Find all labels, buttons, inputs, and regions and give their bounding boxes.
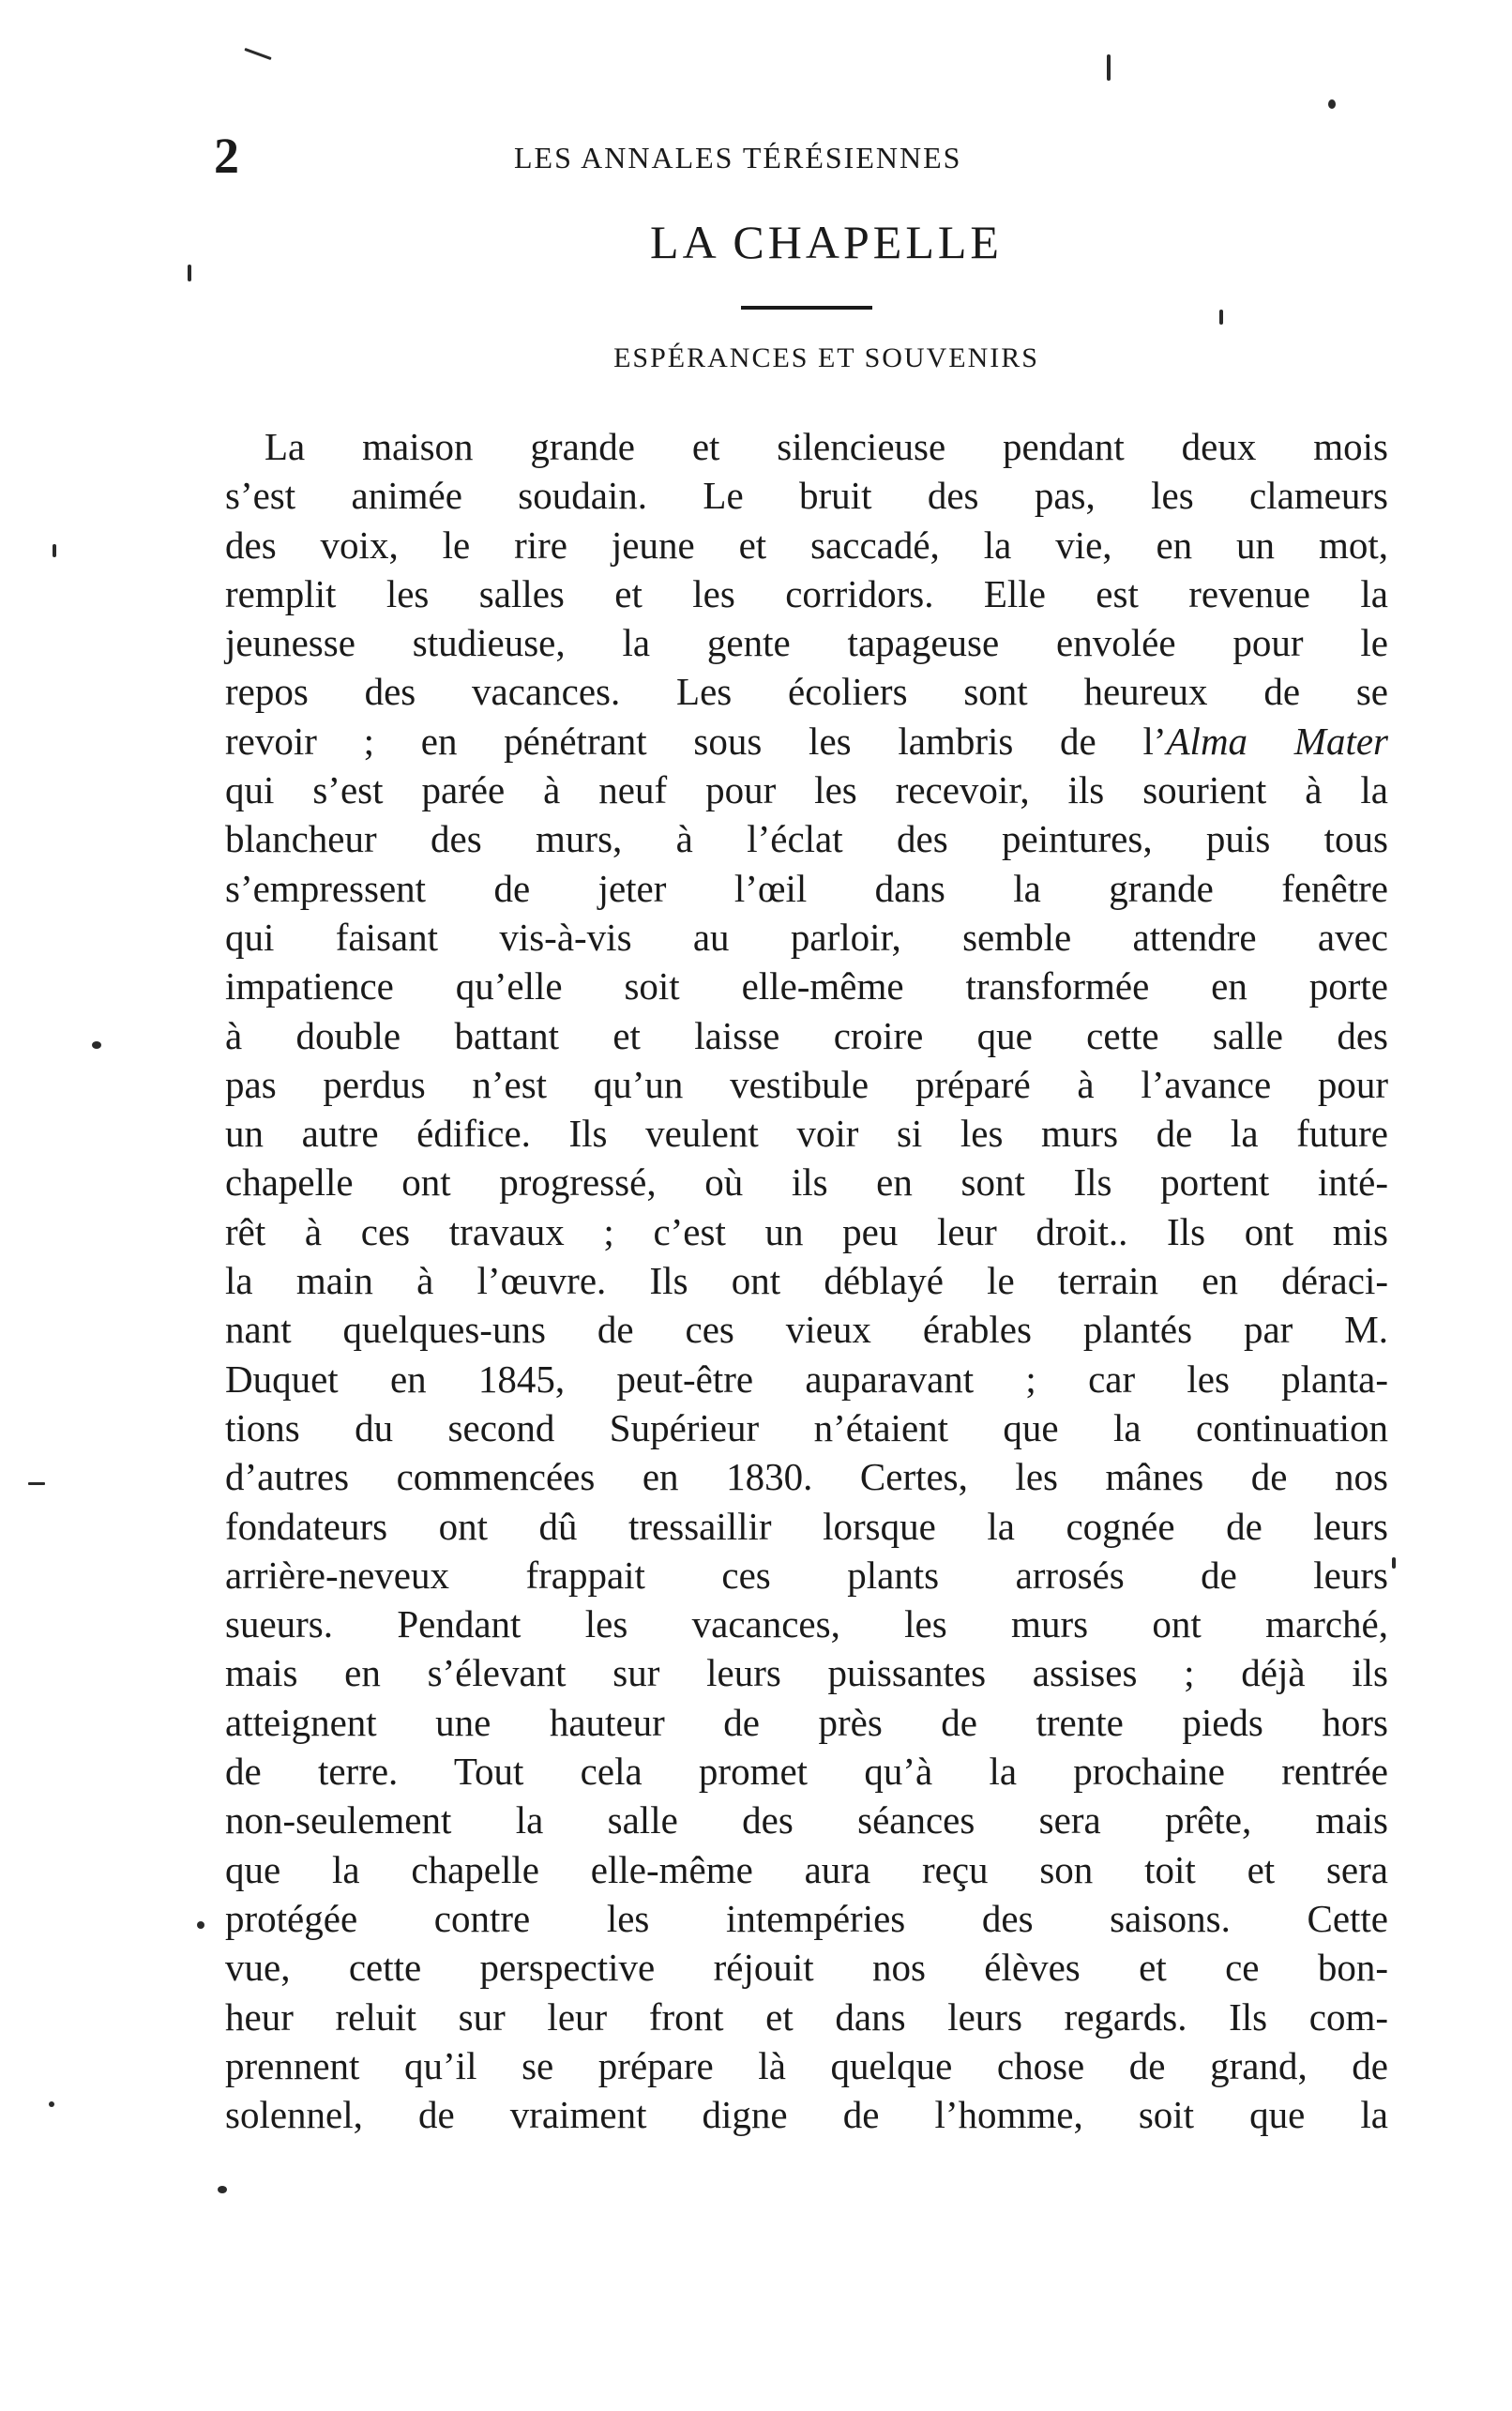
text-line: solennel, de vraiment digne de l’homme, soit que la bbox=[225, 2093, 1388, 2137]
text-line: pas perdus n’est qu’un vestibule préparé à l’avance pour bbox=[225, 1062, 1388, 1106]
scan-speck bbox=[92, 1041, 101, 1049]
text-line: remplit les salles et les corridors. Elle est revenue la bbox=[225, 571, 1388, 615]
text-line: qui s’est parée à neuf pour les recevoir, ils sourient à la bbox=[225, 768, 1388, 812]
text-line: un autre édifice. Ils veulent voir si les murs de la future bbox=[225, 1112, 1388, 1156]
text-line: s’est animée soudain. Le bruit des pas, les clameurs bbox=[225, 474, 1388, 518]
page-number: 2 bbox=[214, 128, 239, 184]
text-line: impatience qu’elle soit elle-même transformée en porte bbox=[225, 964, 1388, 1008]
text-line: chapelle ont progressé, où ils en sont Ils portent inté- bbox=[225, 1160, 1388, 1205]
text-line: blancheur des murs, à l’éclat des peintures, puis tous bbox=[225, 817, 1388, 861]
text-line: heur reluit sur leur front et dans leurs regards. Ils com- bbox=[225, 1994, 1388, 2039]
body-text bbox=[225, 422, 1388, 2139]
scan-speck bbox=[1328, 99, 1336, 109]
text-line: jeunesse studieuse, la gente tapageuse envolée pour le bbox=[225, 621, 1388, 665]
running-title: LES ANNALES TÉRÉSIENNES bbox=[514, 141, 962, 174]
text-line: fondateurs ont dû tressaillir lorsque la cognée de leurs bbox=[225, 1504, 1388, 1548]
scan-speck bbox=[197, 1921, 204, 1929]
text-line: rêt à ces travaux ; c’est un peu leur droit.. Ils ont mis bbox=[225, 1209, 1388, 1253]
scan-speck bbox=[53, 544, 56, 557]
scan-speck bbox=[1219, 310, 1223, 325]
text-line: nant quelques-uns de ces vieux érables plantés par M. bbox=[225, 1308, 1388, 1352]
text-line: à double battant et laisse croire que cette salle des bbox=[225, 1013, 1388, 1057]
text-line: sueurs. Pendant les vacances, les murs ont marché, bbox=[225, 1602, 1388, 1646]
scan-speck bbox=[1107, 54, 1111, 81]
text-line: s’empressent de jeter l’œil dans la grande fenêtre bbox=[225, 866, 1388, 910]
text-line: vue, cette perspective réjouit nos élèves et ce bon- bbox=[225, 1946, 1388, 1990]
italic-phrase: Alma Mater bbox=[1166, 719, 1388, 763]
text-line: que la chapelle elle-même aura reçu son toit et sera bbox=[225, 1847, 1388, 1891]
text-line: la main à l’œuvre. Ils ont déblayé le terrain en déraci- bbox=[225, 1259, 1388, 1303]
text-line: repos des vacances. Les écoliers sont heureux de se bbox=[225, 670, 1388, 714]
text-line: Duquet en 1845, peut-être auparavant ; car les planta- bbox=[225, 1357, 1388, 1401]
scan-speck bbox=[218, 2186, 227, 2193]
text-line: qui faisant vis-à-vis au parloir, semble attendre avec bbox=[225, 915, 1388, 959]
text-line: des voix, le rire jeune et saccadé, la vie, en un mot, bbox=[225, 523, 1388, 567]
scan-speck bbox=[1392, 1557, 1396, 1569]
text-line: revoir ; en pénétrant sous les lambris de l’Alma Mater bbox=[225, 719, 1388, 763]
text-line: d’autres commencées en 1830. Certes, les mânes de nos bbox=[225, 1455, 1388, 1499]
text-line: arrière-neveux frappait ces plants arrosés de leurs bbox=[225, 1553, 1388, 1597]
text-line: mais en s’élevant sur leurs puissantes assises ; déjà ils bbox=[225, 1651, 1388, 1695]
title-rule bbox=[741, 306, 872, 310]
text-line: atteignent une hauteur de près de trente pieds hors bbox=[225, 1700, 1388, 1744]
scan-speck bbox=[244, 48, 271, 60]
chapter-title: LA CHAPELLE bbox=[650, 216, 1003, 268]
text-line: de terre. Tout cela promet qu’à la prochaine rentrée bbox=[225, 1750, 1388, 1794]
running-head bbox=[214, 129, 1096, 182]
scan-speck bbox=[49, 2101, 54, 2107]
chapter-subtitle: ESPÉRANCES ET SOUVENIRS bbox=[613, 342, 1039, 373]
scan-speck bbox=[28, 1482, 45, 1485]
scan-speck bbox=[188, 265, 191, 281]
text-line: prennent qu’il se prépare là quelque chose de grand, de bbox=[225, 2043, 1388, 2087]
text-line: La maison grande et silencieuse pendant deux mois bbox=[265, 425, 1388, 468]
text-line: non-seulement la salle des séances sera prête, mais bbox=[225, 1798, 1388, 1842]
text-line: tions du second Supérieur n’étaient que la continuation bbox=[225, 1405, 1388, 1449]
text-line: protégée contre les intempéries des saisons. Cette bbox=[225, 1896, 1388, 1940]
